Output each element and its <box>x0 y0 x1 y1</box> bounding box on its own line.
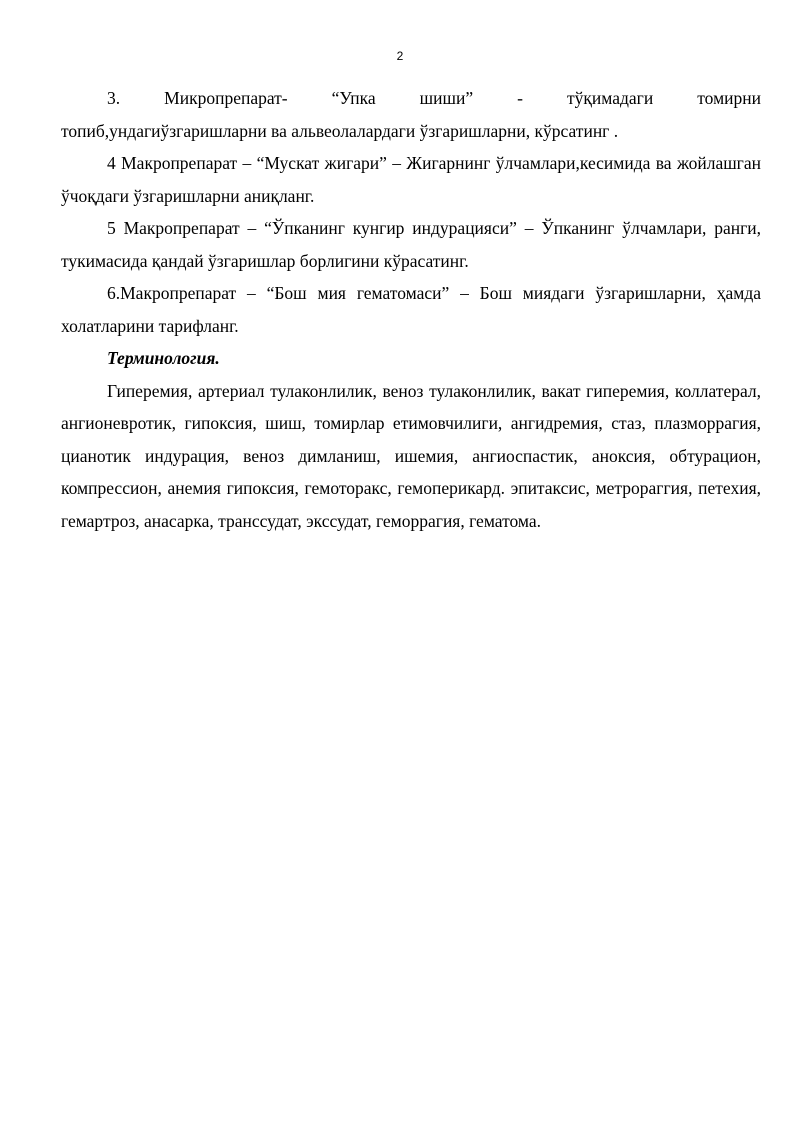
page-number: 2 <box>396 49 404 63</box>
paragraph-macro-brown-induration: 5 Макропрепарат – “Ўпканинг кунгир индурацияси” – Ўпканинг ўлчамлари, ранги, тукимасида қандай ўзгаришлар борлигини кўрасатинг. <box>61 218 761 271</box>
paragraph-macro-nutmeg-liver: 4 Макропрепарат – “Мускат жигари” – Жигарнинг ўлчамлари,кесимида ва жойлашган ўчоқдаги ўзгаришларни аниқланг. <box>61 153 761 206</box>
paragraph-micro-lung-embolism-continued: топиб,ундагиўзгаришларни ва альвеолалардаги ўзгаришларни, кўрсатинг . <box>61 120 619 141</box>
paragraph-micro-lung-embolism: 3. Микропрепарат- “Упка шиши” - тўқимадаги томирни <box>107 88 761 108</box>
terminology-list: Гиперемия, артериал тулаконлилик, веноз тулаконлилик, вакат гиперемия, коллатерал, ангионевротик, гипоксия, шиш, томирлар етимовчилиги, ангидремия, стаз, плазморрагия, цианотик индурация, веноз димланиш, ишемия, ангиоспастик, аноксия, обтурацион, компрессион, анемия гипоксия, гемоторакс, гемоперикард. эпитаксис, метрораггия, петехия, гемартроз, анасарка, транссудат, экссудат, геморрагия, гематома. <box>61 380 761 531</box>
terminology-heading: Терминология. <box>107 348 220 368</box>
paragraph-macro-brain-hematoma: 6.Макропрепарат – “Бош мия гематомаси” – Бош миядаги ўзгаришларни, ҳамда холатларини тарифланг. <box>61 283 761 336</box>
document-body <box>61 82 761 537</box>
